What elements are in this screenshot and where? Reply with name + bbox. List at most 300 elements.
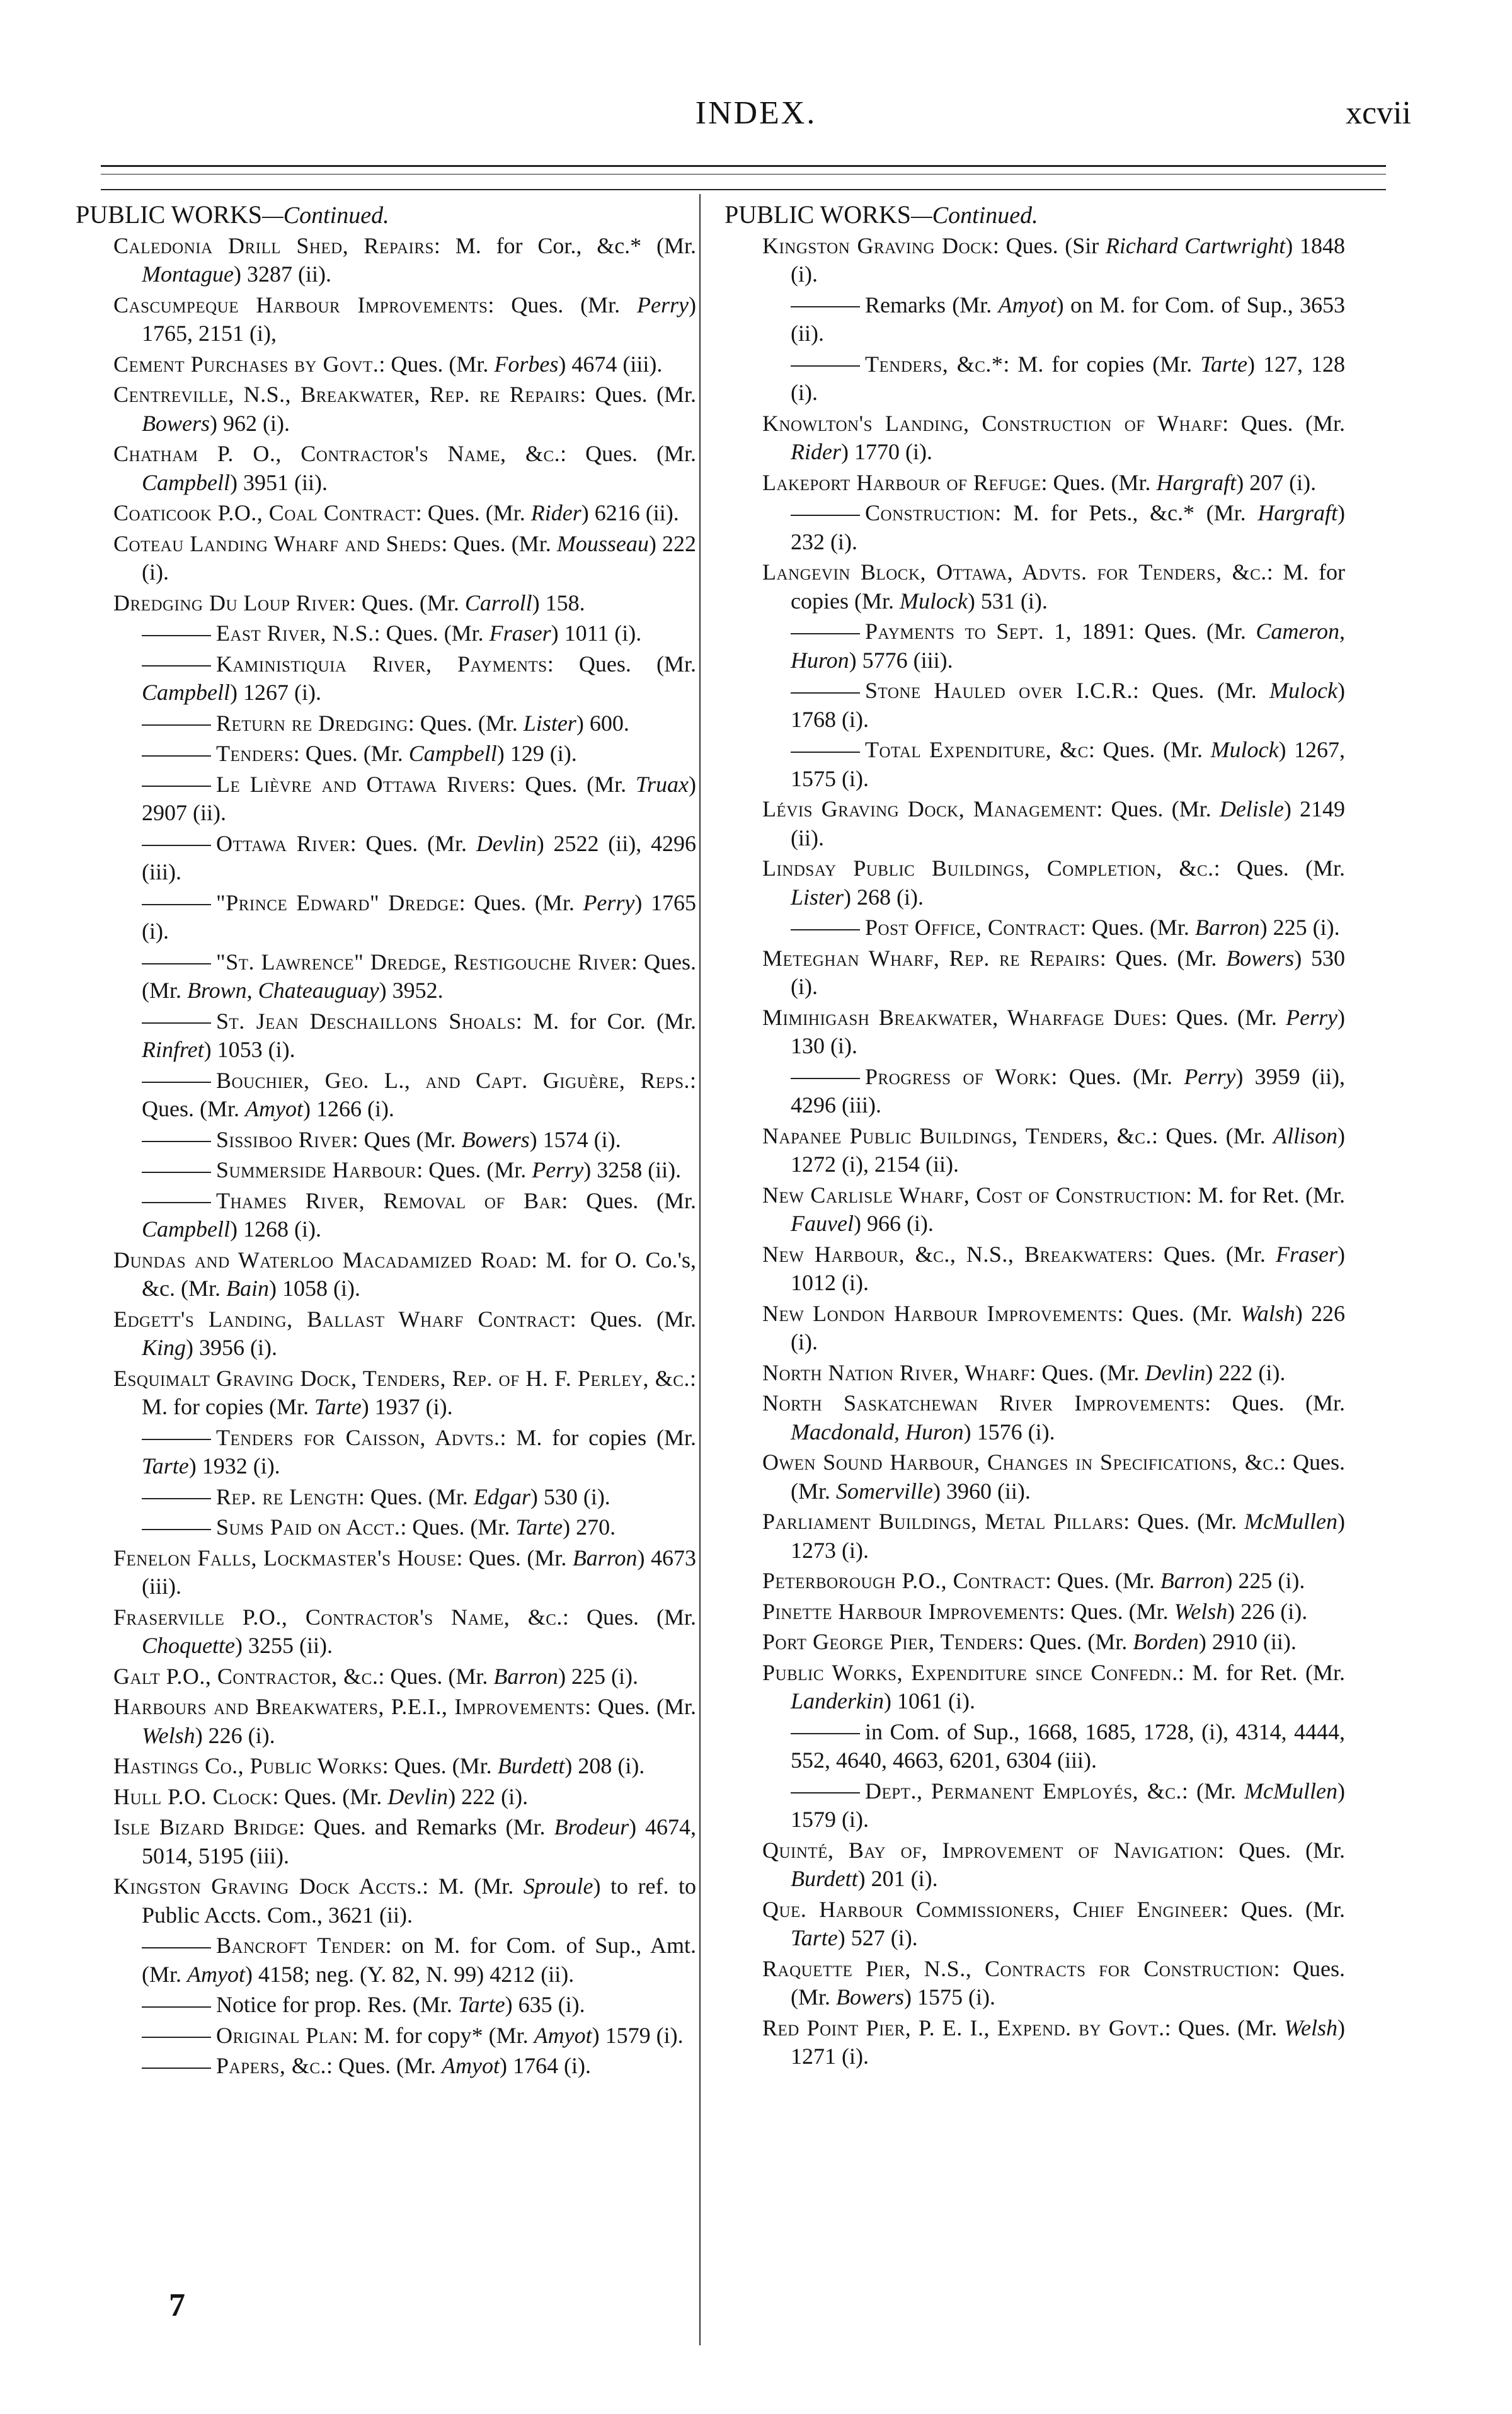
entry-member-name: Brodeur <box>554 1814 629 1839</box>
heading-continued: —Continued. <box>910 202 1038 229</box>
entry-term: Construction <box>865 500 995 525</box>
entry-separator: : <box>689 1365 696 1391</box>
entry-text: Ques. (Mr. <box>1228 410 1345 436</box>
entry-reference: ) 222 (i). <box>448 1783 529 1809</box>
entry-text: Ques. (Mr. <box>414 710 524 736</box>
index-entry <box>76 1007 696 1065</box>
entry-term: Hull P.O. Clock <box>113 1783 273 1809</box>
entry-text: M. for Cor., &c.* (Mr. <box>440 232 696 258</box>
entry-reference: ) 226 (i). <box>195 1722 275 1748</box>
entry-separator: : <box>1151 1123 1158 1148</box>
entry-text: Ques. (Mr. <box>465 890 583 915</box>
entry-member-name: Barron <box>1194 915 1260 940</box>
index-entry <box>724 854 1345 912</box>
ditto-dash <box>791 515 860 516</box>
entry-separator: : <box>570 1306 576 1332</box>
index-column-left <box>76 200 696 2083</box>
entry-reference: ) 4674, 5014, 5195 (iii). <box>142 1814 696 1868</box>
entry-reference: ) 1765, 2151 (i), <box>142 292 696 346</box>
entry-separator: : <box>459 890 466 915</box>
entry-text: Ques. (Mr. <box>568 1187 696 1213</box>
entry-member-name: Barron <box>1160 1568 1225 1593</box>
entry-separator: : <box>515 1008 522 1034</box>
index-entry <box>724 232 1345 289</box>
entry-text: Ques. (Mr. <box>364 1484 474 1509</box>
entry-text: Ques. (Mr. <box>356 830 476 856</box>
entry-member-name: Welsh <box>142 1722 195 1748</box>
entry-text: Ques. (Mr. <box>568 1604 696 1630</box>
index-entry <box>76 709 696 738</box>
entry-reference: ) 3255 (ii). <box>234 1633 333 1658</box>
entry-term: Papers, &c. <box>216 2053 327 2078</box>
index-entry <box>76 1991 696 2020</box>
index-entry <box>76 2052 696 2081</box>
entry-reference: ) 1267 (i). <box>230 680 321 705</box>
index-entry <box>724 350 1345 408</box>
entry-reference: ) 225 (i). <box>558 1663 639 1689</box>
entry-term: Caledonia Drill Shed, Repairs <box>113 232 434 258</box>
ditto-dash <box>142 2006 211 2008</box>
entry-member-name: Perry <box>532 1157 584 1182</box>
index-entry <box>724 1598 1345 1627</box>
index-entry <box>76 530 696 587</box>
entry-text: M. for Ret. (Mr. <box>1191 1182 1346 1208</box>
entry-term: Lakeport Harbour of Refuge <box>762 469 1041 495</box>
ditto-dash <box>142 1947 211 1948</box>
index-entry <box>724 1448 1345 1506</box>
entry-reference: ) 1267, 1575 (i). <box>791 737 1345 791</box>
entry-separator: : <box>1099 945 1106 971</box>
entry-reference: ) 1768 (i). <box>791 678 1345 732</box>
entry-member-name: Choquette <box>142 1633 235 1658</box>
index-entry <box>724 1955 1345 2012</box>
index-entry <box>724 944 1345 1002</box>
entry-term: Bancroft Tender <box>216 1933 386 1958</box>
header-rule <box>101 165 1386 167</box>
entry-text: Ques. (Mr. <box>791 1450 1345 1504</box>
entry-separator: : <box>509 771 516 797</box>
entry-term: Total Expenditure, &c <box>865 737 1089 762</box>
entry-text: Ques. (Mr. <box>1085 915 1195 940</box>
entry-term: "St. Lawrence" Dredge, Restigouche River <box>216 949 631 975</box>
index-entry <box>724 1507 1345 1565</box>
entry-separator: : <box>580 382 587 407</box>
entry-member-name: Campbell <box>142 680 230 705</box>
ditto-dash <box>142 1529 211 1530</box>
entry-member-name: King <box>142 1335 186 1360</box>
entry-separator: : <box>1164 2015 1171 2040</box>
index-entry <box>76 1603 696 1661</box>
entry-text: Ques. (Mr. <box>553 651 696 677</box>
entry-reference: ) 2907 (ii). <box>142 771 696 825</box>
entry-separator: : <box>1133 678 1140 703</box>
entry-member-name: Rider <box>530 500 581 525</box>
entry-text: Ques. (Mr. <box>406 1514 516 1540</box>
entry-separator: : <box>358 1484 365 1509</box>
entry-text: Ques. (Mr. <box>515 771 636 797</box>
ditto-dash <box>142 724 211 726</box>
index-entry <box>724 1836 1345 1894</box>
entry-reference: ) 1937 (i). <box>361 1394 453 1419</box>
index-entry <box>724 469 1345 498</box>
entry-member-name: Landerkin <box>791 1688 884 1713</box>
entry-term: Kingston Graving Dock <box>762 232 993 258</box>
ditto-dash <box>142 1022 211 1024</box>
entry-text: Ques. (Mr. <box>791 1955 1345 2010</box>
entry-separator: : <box>1123 1509 1130 1534</box>
entry-separator: : <box>272 1783 279 1809</box>
entry-reference: ) 1764 (i). <box>500 2053 591 2078</box>
entry-text: M. for O. Co.'s, &c. (Mr. <box>142 1247 696 1301</box>
entry-member-name: Lister <box>791 884 844 910</box>
entry-reference: ) 4158; neg. (Y. 82, N. 99) 4212 (ii). <box>244 1961 575 1987</box>
entry-term: Napanee Public Buildings, Tenders, &c. <box>762 1123 1152 1148</box>
entry-member-name: Lister <box>523 710 576 736</box>
ditto-dash <box>142 1202 211 1203</box>
entry-reference: ) 1053 (i). <box>203 1037 295 1062</box>
ditto-dash <box>142 963 211 964</box>
entry-separator: : <box>585 1694 592 1719</box>
entry-reference: ) 527 (i). <box>837 1925 918 1950</box>
entry-member-name: Devlin <box>476 830 537 856</box>
entry-term: Rep. re Length <box>216 1484 358 1509</box>
entry-separator: : <box>1273 1955 1280 1981</box>
entry-term: New Carlisle Wharf, Cost of Construction <box>762 1182 1186 1208</box>
index-entry <box>76 1693 696 1750</box>
entry-reference: ) 1575 (i). <box>904 1984 995 2010</box>
entry-member-name: Amyot <box>245 1096 303 1121</box>
index-entry <box>724 291 1345 348</box>
entry-separator: : <box>1117 1300 1124 1326</box>
ditto-dash <box>791 1078 860 1079</box>
entry-term: Langevin Block, Ottawa, Advts. for Tenders, &c. <box>762 559 1267 585</box>
index-entry <box>76 499 696 528</box>
entry-reference: ) 4674 (iii). <box>558 351 663 377</box>
ditto-dash <box>142 2068 211 2069</box>
entry-term: Tenders for Caisson, Advts. <box>216 1424 500 1450</box>
entry-member-name: Barron <box>572 1545 638 1570</box>
signature-mark: 7 <box>169 2287 185 2323</box>
ditto-dash <box>142 786 211 787</box>
entry-member-name: Richard Cartwright <box>1105 232 1286 258</box>
entry-text: Ques. (Mr. <box>566 441 696 466</box>
entry-separator: : <box>1128 619 1135 644</box>
entry-term: Kaministiquia River, Payments <box>216 651 547 677</box>
entry-reference: ) 1271 (i). <box>791 2015 1345 2069</box>
header-rule <box>101 189 1386 190</box>
entry-member-name: Perry <box>637 292 689 317</box>
entry-term: Chatham P. O., Contractor's Name, &c. <box>113 441 561 466</box>
entry-reference: ) 201 (i). <box>857 1866 938 1891</box>
entry-separator: : <box>1079 915 1086 940</box>
entry-text: Ques. (Mr. <box>1224 1837 1345 1863</box>
entry-member-name: Amyot <box>534 2022 592 2048</box>
entry-text: M. for copies (Mr. <box>506 1424 696 1450</box>
entry-text: Ques. (Mr. <box>494 292 638 317</box>
entry-term: Lindsay Public Buildings, Completion, &c. <box>762 855 1214 881</box>
entry-separator: : <box>531 1247 538 1273</box>
entry-separator: : <box>382 1753 389 1778</box>
entry-text: M. for copies (Mr. <box>791 559 1345 614</box>
entry-term: Galt P.O., Contractor, &c. <box>113 1663 379 1689</box>
index-entry <box>724 409 1345 467</box>
index-entry <box>724 913 1345 942</box>
entry-reference: ) 1272 (i), 2154 (ii). <box>791 1123 1345 1177</box>
entry-member-name: Burdett <box>497 1753 565 1778</box>
entry-text: Ques. (Mr. <box>333 2053 442 2078</box>
ditto-dash <box>791 929 860 930</box>
entry-separator: : <box>560 441 567 466</box>
entry-reference: ) 1576 (i). <box>963 1419 1055 1444</box>
ditto-dash <box>142 1172 211 1173</box>
entry-reference: ) 1058 (i). <box>268 1276 360 1301</box>
index-entry <box>724 736 1345 793</box>
entry-separator: : <box>1181 1778 1188 1804</box>
entry-text: Ques. (Mr. <box>142 1096 245 1121</box>
index-entry <box>76 1126 696 1155</box>
index-entry <box>76 291 696 348</box>
entry-reference: ) 1273 (i). <box>791 1509 1345 1563</box>
entry-reference: ) 207 (i). <box>1236 469 1317 495</box>
index-entry <box>724 1659 1345 1716</box>
entry-separator: : <box>1266 559 1273 585</box>
entry-member-name: Campbell <box>142 469 230 495</box>
running-head <box>0 94 1512 139</box>
entry-text: M. for Cor. (Mr. <box>522 1008 696 1034</box>
entry-member-name: Bowers <box>142 410 210 436</box>
index-entry <box>76 1783 696 1812</box>
entry-separator: : <box>995 500 1002 525</box>
index-entry <box>724 1896 1345 1953</box>
entry-separator: : <box>1147 1241 1154 1267</box>
entry-member-name: Forbes <box>494 351 559 377</box>
entry-reference: ) 129 (i). <box>496 741 577 766</box>
entry-reference: ) 966 (i). <box>853 1211 934 1236</box>
entry-term: Que. Harbour Commissioners, Chief Engineer <box>762 1896 1223 1922</box>
entry-separator: : <box>400 1514 407 1540</box>
entry-reference: ) 1268 (i). <box>230 1216 321 1242</box>
index-entry <box>724 617 1345 675</box>
entry-text: Ques. (Mr. <box>142 949 696 1003</box>
entry-member-name: Cameron, Huron <box>791 619 1345 673</box>
entry-term: Thames River, Removal of Bar <box>216 1187 562 1213</box>
entry-member-name: Tarte <box>314 1394 362 1419</box>
index-entry <box>76 1483 696 1512</box>
entry-separator: : <box>631 949 638 975</box>
entry-term: Isle Bizard Bridge <box>113 1814 299 1839</box>
entry-text: Ques. (Mr. <box>1153 1241 1276 1267</box>
index-entry <box>724 1777 1345 1834</box>
entry-separator: : <box>1003 351 1010 377</box>
entry-member-name: Welsh <box>1284 2015 1337 2040</box>
entry-separator: : <box>374 621 381 646</box>
entry-text: M. for copies (Mr. <box>142 1394 314 1419</box>
heading-continued: —Continued. <box>261 202 389 229</box>
entry-text: Ques. (Mr. <box>299 741 409 766</box>
entry-reference: ) 2149 (ii). <box>791 796 1345 850</box>
entry-term: Post Office, Contract <box>865 915 1080 940</box>
entry-term: Quinté, Bay of, Improvement of Navigation <box>762 1837 1218 1863</box>
entry-text: M. for Pets., &c.* (Mr. <box>1001 500 1258 525</box>
entry-reference: ) 1848 (i). <box>791 232 1345 287</box>
entry-member-name: Tarte <box>791 1925 838 1950</box>
ditto-dash <box>142 1082 211 1083</box>
entry-reference: ) 226 (i). <box>791 1300 1345 1354</box>
entry-term: Esquimalt Graving Dock, Tenders, Rep. of H. F. Perley, &c. <box>113 1365 690 1391</box>
index-entry <box>724 499 1345 556</box>
entry-separator: : <box>408 710 415 736</box>
entry-reference: ) 232 (i). <box>791 500 1345 554</box>
ditto-dash <box>142 904 211 905</box>
entry-text: Ques. (Mr. <box>591 1694 696 1719</box>
entry-separator: : <box>562 1604 569 1630</box>
entry-separator: : <box>441 530 448 556</box>
entry-member-name: Fraser <box>1276 1241 1337 1267</box>
entry-reference: ) 3952. <box>379 978 444 1003</box>
entry-reference: ) 208 (i). <box>564 1753 645 1778</box>
entry-reference: ) 635 (i). <box>505 1992 585 2017</box>
entry-reference: ) 3959 (ii), 4296 (iii). <box>791 1063 1345 1118</box>
index-entry <box>76 1752 696 1781</box>
entry-term: Coteau Landing Wharf and Sheds <box>113 530 442 556</box>
index-entry <box>76 1544 696 1601</box>
entry-separator: : <box>1222 410 1229 436</box>
entry-separator: : <box>1058 1598 1065 1624</box>
index-entry <box>76 232 696 289</box>
index-entry <box>76 380 696 438</box>
entry-member-name: Carroll <box>464 590 532 615</box>
entry-member-name: Truax <box>635 771 689 797</box>
entry-term: Edgett's Landing, Ballast Wharf Contract <box>113 1306 570 1332</box>
entry-member-name: Somerville <box>836 1478 933 1504</box>
entry-reference: ) 1574 (i). <box>529 1126 621 1152</box>
entry-term: Hastings Co., Public Works <box>113 1753 382 1778</box>
entry-separator: : <box>1160 1004 1167 1030</box>
index-entry <box>76 2022 696 2051</box>
index-entry <box>76 650 696 707</box>
entry-term: Port George Pier, Tenders <box>762 1629 1018 1654</box>
entry-separator: : <box>385 1933 392 1958</box>
entry-term: Fenelon Falls, Lockmaster's House <box>113 1545 457 1570</box>
entry-member-name: Brown, Chateauguay <box>187 978 379 1003</box>
ditto-dash <box>142 635 211 636</box>
entry-separator: : <box>689 1067 696 1093</box>
entry-term: St. Jean Deschaillons Shoals <box>216 1008 516 1034</box>
entry-term: Original Plan <box>216 2022 352 2048</box>
ditto-dash <box>142 1498 211 1499</box>
index-entry <box>724 1300 1345 1357</box>
entry-text: Ques. (Mr. <box>384 1663 494 1689</box>
entry-separator: : <box>416 1157 423 1182</box>
entry-member-name: Rinfret <box>142 1037 204 1062</box>
entry-list <box>724 232 1345 2071</box>
entry-text: Remarks (Mr. <box>865 292 999 317</box>
entry-member-name: Barron <box>493 1663 559 1689</box>
ditto-dash <box>142 1141 211 1142</box>
entry-term: North Nation River, Wharf <box>762 1359 1030 1385</box>
entry-term: Coaticook P.O., Coal Contract <box>113 500 416 525</box>
entry-reference: ) 1011 (i). <box>551 621 642 646</box>
entry-reference: ) 530 (i). <box>530 1484 610 1509</box>
entry-member-name: Bowers <box>1226 945 1295 971</box>
entry-reference: ) 1765 (i). <box>142 890 696 944</box>
entry-member-name: Burdett <box>791 1866 858 1891</box>
entry-text: Ques. (Mr. <box>1123 1300 1241 1326</box>
entry-text: Ques. (Mr. <box>1157 1123 1273 1148</box>
entry-member-name: Mousseau <box>556 530 649 556</box>
entry-term: East River, N.S. <box>216 621 374 646</box>
entry-text: Ques. (Mr. <box>1102 796 1220 821</box>
entry-reference: ) 1579 (i). <box>791 1778 1345 1832</box>
entry-text: Ques. (Mr. <box>355 590 465 615</box>
ditto-dash <box>791 752 860 753</box>
entry-separator: : <box>1088 737 1095 762</box>
entry-text: Ques. (Mr. <box>1135 619 1256 644</box>
index-entry <box>724 558 1345 615</box>
ditto-dash <box>791 692 860 694</box>
index-column-right <box>724 200 1345 2073</box>
entry-member-name: Perry <box>1184 1063 1236 1089</box>
entry-separator: : <box>1213 855 1220 881</box>
entry-member-name: Mulock <box>899 588 968 614</box>
entry-reference: ) 530 (i). <box>791 945 1345 999</box>
index-entry <box>76 350 696 379</box>
entry-text: Ques. (Mr. <box>1106 945 1227 971</box>
index-entry <box>76 1067 696 1124</box>
entry-reference: ) 127, 128 (i). <box>791 351 1345 405</box>
entry-member-name: Allison <box>1273 1123 1337 1148</box>
entry-text: Ques. (Mr. <box>447 530 557 556</box>
index-entry <box>76 948 696 1005</box>
entry-text: Ques. (Mr. <box>1024 1629 1133 1654</box>
entry-member-name: Fraser <box>489 621 551 646</box>
entry-term: Return re Dredging <box>216 710 408 736</box>
entry-reference: ) 270. <box>563 1514 616 1540</box>
entry-term: Sissiboo River <box>216 1126 352 1152</box>
entry-separator: : <box>422 1873 429 1899</box>
entry-separator: : <box>1045 1568 1051 1593</box>
entry-term: Meteghan Wharf, Rep. re Repairs <box>762 945 1100 971</box>
ditto-dash <box>142 1439 211 1440</box>
entry-member-name: Bowers <box>461 1126 530 1152</box>
entry-separator: : <box>1280 1450 1286 1475</box>
index-entry <box>76 1246 696 1303</box>
entry-reference: ) 222 (i). <box>142 530 696 585</box>
entry-term: Centreville, N.S., Breakwater, Rep. re Repairs <box>113 382 580 407</box>
entry-text: Ques. (Mr. <box>1036 1359 1145 1385</box>
index-entry <box>76 619 696 648</box>
entry-member-name: Bowers <box>836 1984 904 2010</box>
index-entry <box>76 1424 696 1481</box>
entry-member-name: Mulock <box>1210 737 1279 762</box>
entry-text: Ques. (Mr. <box>1211 1390 1345 1416</box>
index-entry <box>76 1813 696 1870</box>
entry-reference: ) 962 (i). <box>210 410 290 436</box>
entry-term: New Harbour, &c., N.S., Breakwaters <box>762 1241 1147 1267</box>
ditto-dash <box>142 665 211 666</box>
entry-reference: ) 2910 (ii). <box>1198 1629 1297 1654</box>
entry-separator: : <box>992 232 999 258</box>
entry-separator: : <box>433 232 440 258</box>
entry-text: (Mr. <box>1188 1778 1245 1804</box>
entry-member-name: Delisle <box>1219 796 1284 821</box>
entry-separator: : <box>1096 796 1103 821</box>
index-entry <box>76 770 696 828</box>
entry-term: Parliament Buildings, Metal Pillars <box>762 1509 1124 1534</box>
entry-term: Stone Hauled over I.C.R. <box>865 678 1133 703</box>
entry-member-name: Perry <box>1286 1004 1337 1030</box>
entry-separator: : <box>378 1663 385 1689</box>
